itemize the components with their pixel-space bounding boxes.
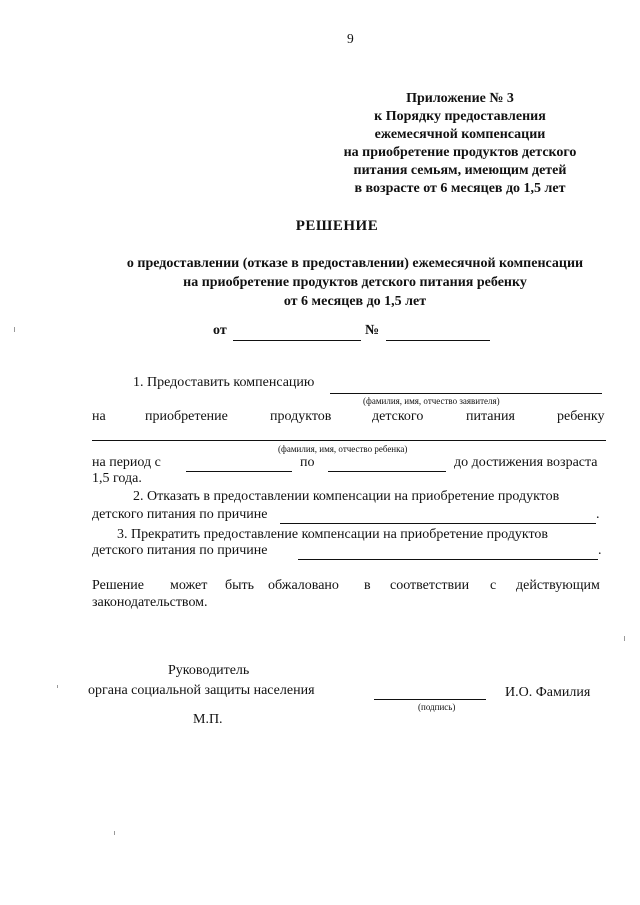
document-title: РЕШЕНИЕ [295,218,379,234]
item2-end: . [596,507,600,522]
appeal-word: действующим [516,578,600,593]
signature-position-line1: Руководитель [168,663,250,678]
appeal-word: в [364,578,371,593]
stamp-place: М.П. [193,712,223,727]
page-number: 9 [347,31,354,46]
appendix-line: на приобретение продуктов детского [343,145,577,160]
document-subtitle [90,254,620,311]
item3-reason-line [298,559,598,560]
appendix-line: в возрасте от 6 месяцев до 1,5 лет [354,181,566,196]
item1-word: питания [466,409,515,424]
applicant-field-line [330,393,602,394]
item1-word: ребенку [557,409,605,424]
period-end-line [328,471,446,472]
period-to-label: по [300,455,315,470]
signatory-name: И.О. Фамилия [505,685,591,700]
date-label: от [213,323,227,338]
appeal-word: Решение [92,578,145,593]
subtitle-line: о предоставлении (отказе в предоставлении) ежемесячной компенсации [126,256,584,271]
appeal-word: соответствии [390,578,470,593]
appeal-word: обжаловано [268,578,339,593]
subtitle-line: на приобретение продуктов детского питания ребенку [183,275,527,290]
appendix-line: Приложение № 3 [406,91,514,106]
appeal-word: с [490,578,497,593]
item1-word: на [92,409,106,424]
appendix-line: ежемесячной компенсации [374,127,546,142]
appeal-word: быть [225,578,255,593]
period-start-line [186,471,292,472]
child-field-line [92,440,606,441]
item3-line1: 3. Прекратить предоставление компенсации на приобретение продуктов [117,527,549,542]
scan-artifact [114,831,115,835]
until-label: до достижения возраста [454,455,598,470]
signature-position-line2: органа социальной защиты населения [88,683,315,698]
subtitle-line: от 6 месяцев до 1,5 лет [283,294,427,309]
scan-artifact [14,327,15,332]
period-label: на период с [92,455,161,470]
item1-word: продуктов [270,409,332,424]
age-text: 1,5 года. [92,471,142,486]
scan-artifact [57,685,58,688]
item2-reason-line [280,523,596,524]
item3-end: . [598,543,602,558]
child-caption: (фамилия, имя, отчество ребенка) [278,444,408,454]
item2-line1: 2. Отказать в предоставлении компенсации на приобретение продуктов [133,489,560,504]
item1-word: приобретение [145,409,228,424]
appendix-line: к Порядку предоставления [374,109,546,124]
number-field-line [386,340,490,341]
appendix-header [330,90,590,198]
signature-caption: (подпись) [418,702,456,712]
appendix-line: питания семьям, имеющим детей [353,163,567,178]
appeal-line2: законодательством. [92,595,208,610]
item1-text: 1. Предоставить компенсацию [133,375,315,390]
item3-line2: детского питания по причине [92,543,268,558]
date-field-line [233,340,361,341]
applicant-caption: (фамилия, имя, отчество заявителя) [363,396,500,406]
scan-artifact [624,636,625,641]
item2-line2: детского питания по причине [92,507,268,522]
item1-word: детского [372,409,424,424]
number-label: № [365,323,380,338]
signature-line [374,699,486,700]
appeal-word: может [170,578,208,593]
